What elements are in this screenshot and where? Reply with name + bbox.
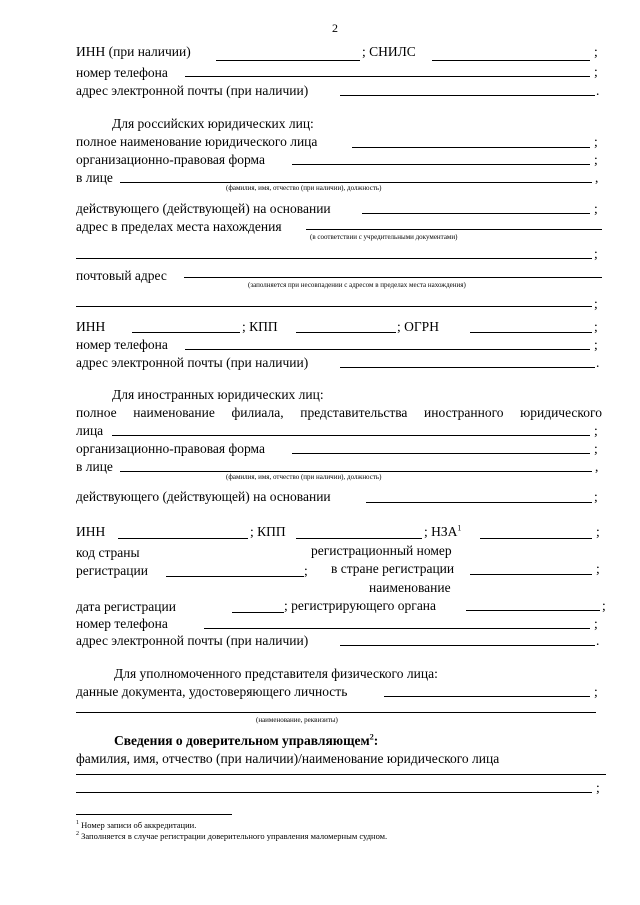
semicolon: ;: [594, 296, 598, 311]
person-label: в лице: [76, 459, 113, 474]
footnote-ref-1: 1: [457, 523, 462, 533]
person-hint: (фамилия, имя, отчество (при наличии), должность): [226, 184, 382, 192]
location-field[interactable]: [306, 229, 602, 230]
phone-field[interactable]: [185, 76, 590, 77]
postal-label: почтовый адрес: [76, 268, 167, 283]
inn-field[interactable]: [216, 60, 360, 61]
reg-number-label-1: регистрационный номер: [311, 543, 452, 558]
acting-field[interactable]: [362, 213, 590, 214]
reg-date-field[interactable]: [232, 612, 284, 613]
inn-field[interactable]: [118, 538, 248, 539]
country-code-label-2: регистрации: [76, 563, 148, 578]
country-code-label-1: код страны: [76, 545, 140, 560]
footnote-ref-2: 2: [369, 732, 374, 742]
semicolon: ;: [594, 44, 598, 59]
email-label: адрес электронной почты (при наличии): [76, 355, 309, 370]
comma: ,: [595, 459, 599, 474]
semicolon: ;: [594, 201, 598, 216]
phone-field[interactable]: [185, 349, 590, 350]
kpp-label: ; КПП: [250, 524, 286, 539]
reg-body-label-2: ; регистрирующего органа: [284, 598, 437, 613]
country-code-field[interactable]: [166, 576, 304, 577]
comma: ,: [595, 170, 599, 185]
email-field[interactable]: [340, 95, 595, 96]
kpp-label: ; КПП: [242, 319, 278, 334]
document-field-line-2[interactable]: [76, 712, 596, 713]
snils-field[interactable]: [432, 60, 590, 61]
person-hint: (фамилия, имя, отчество (при наличии), должность): [226, 473, 382, 481]
phone-label: номер телефона: [76, 65, 168, 80]
reg-number-field[interactable]: [470, 574, 592, 575]
semicolon: ;: [594, 246, 598, 261]
semicolon: ;: [594, 64, 598, 79]
semicolon: ;: [594, 616, 598, 631]
representative-heading: Для уполномоченного представителя физического лица:: [114, 666, 438, 681]
semicolon: ;: [594, 152, 598, 167]
page-number: 2: [332, 21, 338, 35]
postal-field-line-2[interactable]: [76, 306, 592, 307]
acting-field[interactable]: [366, 502, 592, 503]
period: .: [596, 633, 600, 648]
period: .: [596, 83, 600, 98]
period: .: [596, 355, 600, 370]
inn-label: ИНН (при наличии): [76, 44, 191, 59]
location-label: адрес в пределах места нахождения: [76, 219, 282, 234]
foreign-full-name-label-cont: лица: [76, 423, 104, 438]
footnote-2: $^2$ Заполняется в случае регистрации доверительного управления маломерным судном.: [76, 831, 388, 841]
inn-label: ИНН: [76, 524, 106, 539]
person-field[interactable]: [120, 182, 592, 183]
nza-label: ; НЗА$^1$: [424, 523, 462, 539]
snils-label: ; СНИЛС: [362, 44, 416, 59]
location-field-line-2[interactable]: [76, 258, 592, 259]
semicolon: ;: [594, 441, 598, 456]
person-label: в лице: [76, 170, 113, 185]
email-label: адрес электронной почты (при наличии): [76, 633, 309, 648]
phone-field[interactable]: [204, 628, 590, 629]
kpp-field[interactable]: [296, 332, 396, 333]
semicolon: ;: [596, 524, 600, 539]
ogrn-field[interactable]: [470, 332, 592, 333]
trustee-heading: Сведения о доверительном управляющем$^2$:: [114, 732, 379, 748]
person-field[interactable]: [120, 471, 592, 472]
reg-body-label-1: наименование: [369, 580, 451, 595]
inn-field[interactable]: [132, 332, 240, 333]
russian-legal-heading: Для российских юридических лиц:: [112, 116, 314, 131]
postal-field[interactable]: [184, 277, 602, 278]
trustee-name-field[interactable]: [76, 774, 606, 775]
semicolon: ;: [304, 563, 308, 578]
ogrn-label: ; ОГРН: [397, 319, 439, 334]
trustee-name-field-line-2[interactable]: [76, 792, 592, 793]
foreign-legal-heading: Для иностранных юридических лиц:: [112, 387, 324, 402]
nza-field[interactable]: [480, 538, 592, 539]
document-hint: (наименование, реквизиты): [256, 716, 338, 724]
org-form-label: организационно-правовая форма: [76, 152, 265, 167]
reg-body-field[interactable]: [466, 610, 600, 611]
location-hint: (в соответствии с учредительными документами): [310, 233, 458, 241]
footnote-1: $^1$ Номер записи об аккредитации.: [76, 820, 197, 830]
document-label: данные документа, удостоверяющего личность: [76, 684, 348, 699]
foreign-full-name-field[interactable]: [112, 435, 590, 436]
full-name-field[interactable]: [352, 147, 590, 148]
email-field[interactable]: [340, 645, 595, 646]
phone-label: номер телефона: [76, 337, 168, 352]
foreign-full-name-label: полное наименование филиала, представительства иностранного юридического: [76, 405, 602, 420]
semicolon: ;: [596, 780, 600, 795]
semicolon: ;: [594, 337, 598, 352]
semicolon: ;: [594, 423, 598, 438]
acting-label: действующего (действующей) на основании: [76, 201, 331, 216]
postal-hint: (заполняется при несовпадении с адресом в пределах места нахождения): [248, 281, 466, 289]
org-form-label: организационно-правовая форма: [76, 441, 265, 456]
org-form-field[interactable]: [292, 453, 590, 454]
document-field[interactable]: [384, 696, 590, 697]
footnote-separator: [76, 814, 232, 815]
inn-label: ИНН: [76, 319, 106, 334]
reg-date-label: дата регистрации: [76, 599, 176, 614]
semicolon: ;: [602, 598, 606, 613]
email-label: адрес электронной почты (при наличии): [76, 83, 309, 98]
semicolon: ;: [594, 684, 598, 699]
acting-label: действующего (действующей) на основании: [76, 489, 331, 504]
semicolon: ;: [594, 489, 598, 504]
semicolon: ;: [594, 134, 598, 149]
org-form-field[interactable]: [292, 164, 590, 165]
kpp-field[interactable]: [296, 538, 422, 539]
trustee-name-label: фамилия, имя, отчество (при наличии)/наименование юридического лица: [76, 751, 500, 766]
semicolon: ;: [596, 561, 600, 576]
phone-label: номер телефона: [76, 616, 168, 631]
full-name-label: полное наименование юридического лица: [76, 134, 318, 149]
reg-number-label-2: в стране регистрации: [331, 561, 455, 576]
semicolon: ;: [594, 319, 598, 334]
email-field[interactable]: [340, 367, 595, 368]
